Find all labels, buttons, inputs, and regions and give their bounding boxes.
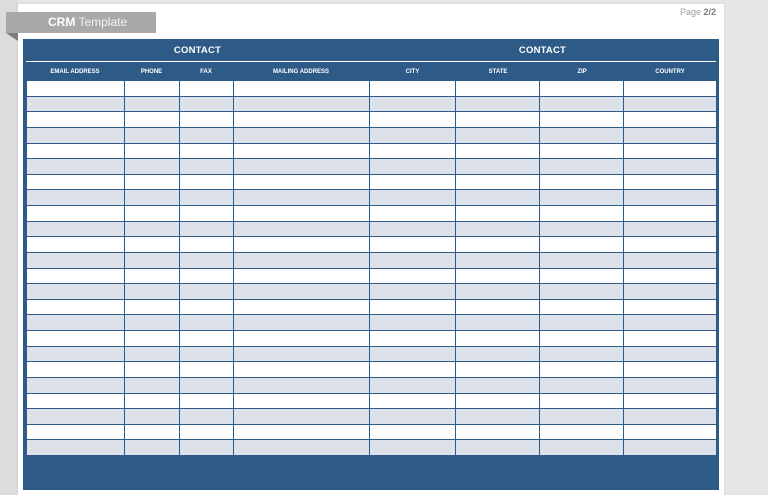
cell-mailing[interactable] xyxy=(234,97,370,113)
cell-mailing[interactable] xyxy=(234,362,370,378)
cell-email[interactable] xyxy=(27,222,125,238)
cell-email[interactable] xyxy=(27,81,125,97)
group-header-row xyxy=(26,39,716,62)
cell-mailing[interactable] xyxy=(234,409,370,425)
cell-state[interactable] xyxy=(456,315,540,331)
document-page xyxy=(18,4,724,495)
cell-country[interactable] xyxy=(624,378,716,394)
cell-country[interactable] xyxy=(624,206,716,222)
table-row xyxy=(27,347,716,363)
cell-country[interactable] xyxy=(624,440,716,456)
cell-city[interactable] xyxy=(370,159,457,175)
cell-phone[interactable] xyxy=(125,175,180,191)
cell-state[interactable] xyxy=(456,425,540,441)
table-row xyxy=(27,331,716,347)
cell-zip[interactable] xyxy=(540,253,624,269)
cell-fax[interactable] xyxy=(180,222,234,238)
cell-phone[interactable] xyxy=(125,378,180,394)
cell-phone[interactable] xyxy=(125,394,180,410)
cell-country[interactable] xyxy=(624,394,716,410)
cell-state[interactable] xyxy=(456,331,540,347)
cell-zip[interactable] xyxy=(540,347,624,363)
cell-zip[interactable] xyxy=(540,315,624,331)
cell-phone[interactable] xyxy=(125,440,180,456)
cell-fax[interactable] xyxy=(180,300,234,316)
template-title-tab xyxy=(6,12,156,33)
cell-state[interactable] xyxy=(456,206,540,222)
cell-zip[interactable] xyxy=(540,440,624,456)
cell-phone[interactable] xyxy=(125,315,180,331)
cell-fax[interactable] xyxy=(180,440,234,456)
table-row xyxy=(27,190,716,206)
cell-fax[interactable] xyxy=(180,97,234,113)
column-header-mailing-address: MAILING ADDRESS xyxy=(272,68,330,75)
cell-city[interactable] xyxy=(370,269,457,285)
cell-state[interactable] xyxy=(456,394,540,410)
cell-phone[interactable] xyxy=(125,269,180,285)
cell-fax[interactable] xyxy=(180,315,234,331)
cell-country[interactable] xyxy=(624,128,716,144)
cell-zip[interactable] xyxy=(540,331,624,347)
cell-country[interactable] xyxy=(624,315,716,331)
table-row xyxy=(27,425,716,441)
table-row xyxy=(27,253,716,269)
cell-country[interactable] xyxy=(624,175,716,191)
cell-phone[interactable] xyxy=(125,144,180,160)
cell-zip[interactable] xyxy=(540,128,624,144)
cell-city[interactable] xyxy=(370,206,457,222)
cell-phone[interactable] xyxy=(125,159,180,175)
cell-zip[interactable] xyxy=(540,206,624,222)
cell-country[interactable] xyxy=(624,159,716,175)
cell-email[interactable] xyxy=(27,409,125,425)
cell-mailing[interactable] xyxy=(234,300,370,316)
cell-fax[interactable] xyxy=(180,144,234,160)
cell-mailing[interactable] xyxy=(234,378,370,394)
cell-email[interactable] xyxy=(27,112,125,128)
cell-city[interactable] xyxy=(370,394,457,410)
cell-state[interactable] xyxy=(456,362,540,378)
cell-country[interactable] xyxy=(624,347,716,363)
cell-phone[interactable] xyxy=(125,206,180,222)
table-row xyxy=(27,222,716,238)
cell-country[interactable] xyxy=(624,253,716,269)
cell-email[interactable] xyxy=(27,144,125,160)
table-row xyxy=(27,237,716,253)
cell-phone[interactable] xyxy=(125,331,180,347)
cell-zip[interactable] xyxy=(540,409,624,425)
cell-phone[interactable] xyxy=(125,409,180,425)
cell-state[interactable] xyxy=(456,97,540,113)
cell-phone[interactable] xyxy=(125,284,180,300)
cell-fax[interactable] xyxy=(180,362,234,378)
cell-country[interactable] xyxy=(624,237,716,253)
cell-city[interactable] xyxy=(370,425,457,441)
cell-country[interactable] xyxy=(624,409,716,425)
cell-state[interactable] xyxy=(456,175,540,191)
cell-zip[interactable] xyxy=(540,425,624,441)
cell-mailing[interactable] xyxy=(234,190,370,206)
cell-city[interactable] xyxy=(370,81,457,97)
column-header-country: COUNTRY xyxy=(655,68,685,75)
table-row xyxy=(27,378,716,394)
cell-phone[interactable] xyxy=(125,112,180,128)
cell-email[interactable] xyxy=(27,253,125,269)
cell-city[interactable] xyxy=(370,362,457,378)
cell-state[interactable] xyxy=(456,284,540,300)
cell-city[interactable] xyxy=(370,144,457,160)
cell-state[interactable] xyxy=(456,300,540,316)
cell-email[interactable] xyxy=(27,425,125,441)
cell-city[interactable] xyxy=(370,409,457,425)
cell-city[interactable] xyxy=(370,97,457,113)
cell-city[interactable] xyxy=(370,175,457,191)
table-row xyxy=(27,315,716,331)
cell-email[interactable] xyxy=(27,331,125,347)
cell-country[interactable] xyxy=(624,81,716,97)
cell-state[interactable] xyxy=(456,269,540,285)
cell-phone[interactable] xyxy=(125,347,180,363)
cell-zip[interactable] xyxy=(540,190,624,206)
cell-email[interactable] xyxy=(27,378,125,394)
cell-email[interactable] xyxy=(27,362,125,378)
column-header-zip: ZIP xyxy=(577,68,587,75)
cell-zip[interactable] xyxy=(540,97,624,113)
cell-mailing[interactable] xyxy=(234,284,370,300)
cell-mailing[interactable] xyxy=(234,159,370,175)
cell-email[interactable] xyxy=(27,128,125,144)
cell-state[interactable] xyxy=(456,159,540,175)
cell-city[interactable] xyxy=(370,253,457,269)
column-header-row xyxy=(26,62,716,81)
cell-mailing[interactable] xyxy=(234,128,370,144)
cell-country[interactable] xyxy=(624,331,716,347)
table-row xyxy=(27,159,716,175)
cell-fax[interactable] xyxy=(180,237,234,253)
cell-phone[interactable] xyxy=(125,222,180,238)
cell-phone[interactable] xyxy=(125,300,180,316)
cell-fax[interactable] xyxy=(180,331,234,347)
cell-fax[interactable] xyxy=(180,378,234,394)
cell-mailing[interactable] xyxy=(234,175,370,191)
cell-zip[interactable] xyxy=(540,378,624,394)
column-header-phone: PHONE xyxy=(140,68,163,75)
cell-city[interactable] xyxy=(370,440,457,456)
cell-country[interactable] xyxy=(624,97,716,113)
cell-city[interactable] xyxy=(370,190,457,206)
cell-state[interactable] xyxy=(456,222,540,238)
cell-city[interactable] xyxy=(370,300,457,316)
cell-zip[interactable] xyxy=(540,159,624,175)
column-header-fax: FAX xyxy=(200,68,212,75)
cell-state[interactable] xyxy=(456,378,540,394)
table-row xyxy=(27,284,716,300)
table-row xyxy=(27,300,716,316)
cell-country[interactable] xyxy=(624,300,716,316)
cell-fax[interactable] xyxy=(180,284,234,300)
group-header-contact-1: CONTACT xyxy=(173,44,222,56)
table-row xyxy=(27,440,716,456)
cell-zip[interactable] xyxy=(540,284,624,300)
template-title-bold: CRM xyxy=(48,15,76,29)
cell-state[interactable] xyxy=(456,440,540,456)
cell-fax[interactable] xyxy=(180,159,234,175)
group-header-contact-2: CONTACT xyxy=(518,44,567,56)
column-header-state: STATE xyxy=(488,68,508,75)
template-title-rest: Template xyxy=(78,15,128,29)
cell-fax[interactable] xyxy=(180,269,234,285)
cell-zip[interactable] xyxy=(540,112,624,128)
table-row xyxy=(27,128,716,144)
cell-mailing[interactable] xyxy=(234,269,370,285)
cell-email[interactable] xyxy=(27,97,125,113)
cell-email[interactable] xyxy=(27,237,125,253)
cell-state[interactable] xyxy=(456,144,540,160)
table-row xyxy=(27,362,716,378)
cell-country[interactable] xyxy=(624,222,716,238)
cell-zip[interactable] xyxy=(540,394,624,410)
cell-fax[interactable] xyxy=(180,81,234,97)
cell-mailing[interactable] xyxy=(234,237,370,253)
cell-fax[interactable] xyxy=(180,206,234,222)
cell-email[interactable] xyxy=(27,159,125,175)
cell-mailing[interactable] xyxy=(234,222,370,238)
cell-state[interactable] xyxy=(456,112,540,128)
cell-email[interactable] xyxy=(27,284,125,300)
cell-zip[interactable] xyxy=(540,269,624,285)
cell-zip[interactable] xyxy=(540,237,624,253)
cell-city[interactable] xyxy=(370,284,457,300)
cell-phone[interactable] xyxy=(125,425,180,441)
cell-city[interactable] xyxy=(370,315,457,331)
column-header-email: EMAIL ADDRESS xyxy=(50,68,100,75)
cell-mailing[interactable] xyxy=(234,347,370,363)
table-row xyxy=(27,97,716,113)
cell-fax[interactable] xyxy=(180,112,234,128)
cell-email[interactable] xyxy=(27,347,125,363)
cell-mailing[interactable] xyxy=(234,206,370,222)
cell-state[interactable] xyxy=(456,81,540,97)
cell-mailing[interactable] xyxy=(234,315,370,331)
table-row xyxy=(27,144,716,160)
cell-state[interactable] xyxy=(456,409,540,425)
cell-fax[interactable] xyxy=(180,409,234,425)
tab-fold-shadow xyxy=(6,33,18,41)
cell-phone[interactable] xyxy=(125,253,180,269)
cell-state[interactable] xyxy=(456,347,540,363)
cell-country[interactable] xyxy=(624,362,716,378)
cell-state[interactable] xyxy=(456,190,540,206)
cell-country[interactable] xyxy=(624,112,716,128)
cell-phone[interactable] xyxy=(125,128,180,144)
cell-fax[interactable] xyxy=(180,425,234,441)
cell-country[interactable] xyxy=(624,144,716,160)
cell-city[interactable] xyxy=(370,222,457,238)
cell-city[interactable] xyxy=(370,112,457,128)
cell-mailing[interactable] xyxy=(234,425,370,441)
cell-country[interactable] xyxy=(624,284,716,300)
page-indicator-value: 2/2 xyxy=(703,7,716,17)
table-row xyxy=(27,269,716,285)
cell-mailing[interactable] xyxy=(234,394,370,410)
cell-state[interactable] xyxy=(456,128,540,144)
cell-city[interactable] xyxy=(370,347,457,363)
left-margin-strip xyxy=(0,0,18,495)
cell-fax[interactable] xyxy=(180,190,234,206)
cell-mailing[interactable] xyxy=(234,440,370,456)
cell-email[interactable] xyxy=(27,300,125,316)
cell-fax[interactable] xyxy=(180,175,234,191)
cell-city[interactable] xyxy=(370,128,457,144)
cell-phone[interactable] xyxy=(125,81,180,97)
cell-country[interactable] xyxy=(624,190,716,206)
cell-mailing[interactable] xyxy=(234,253,370,269)
table-body xyxy=(26,81,716,456)
column-header-city: CITY xyxy=(405,68,420,75)
cell-mailing[interactable] xyxy=(234,144,370,160)
cell-mailing[interactable] xyxy=(234,81,370,97)
cell-zip[interactable] xyxy=(540,144,624,160)
cell-state[interactable] xyxy=(456,253,540,269)
cell-fax[interactable] xyxy=(180,128,234,144)
table-row xyxy=(27,409,716,425)
cell-fax[interactable] xyxy=(180,394,234,410)
cell-phone[interactable] xyxy=(125,190,180,206)
cell-phone[interactable] xyxy=(125,237,180,253)
page-indicator-prefix: Page xyxy=(679,7,701,17)
cell-zip[interactable] xyxy=(540,81,624,97)
cell-email[interactable] xyxy=(27,190,125,206)
page-indicator xyxy=(680,7,716,17)
table-row xyxy=(27,175,716,191)
cell-email[interactable] xyxy=(27,269,125,285)
cell-phone[interactable] xyxy=(125,362,180,378)
cell-city[interactable] xyxy=(370,378,457,394)
cell-zip[interactable] xyxy=(540,300,624,316)
cell-city[interactable] xyxy=(370,237,457,253)
cell-mailing[interactable] xyxy=(234,112,370,128)
table-row xyxy=(27,394,716,410)
cell-email[interactable] xyxy=(27,175,125,191)
cell-phone[interactable] xyxy=(125,97,180,113)
cell-email[interactable] xyxy=(27,394,125,410)
cell-country[interactable] xyxy=(624,425,716,441)
cell-email[interactable] xyxy=(27,206,125,222)
cell-country[interactable] xyxy=(624,269,716,285)
table-row xyxy=(27,206,716,222)
cell-email[interactable] xyxy=(27,315,125,331)
cell-fax[interactable] xyxy=(180,347,234,363)
table-row xyxy=(27,81,716,97)
cell-state[interactable] xyxy=(456,237,540,253)
cell-zip[interactable] xyxy=(540,362,624,378)
cell-fax[interactable] xyxy=(180,253,234,269)
cell-city[interactable] xyxy=(370,331,457,347)
cell-zip[interactable] xyxy=(540,175,624,191)
cell-email[interactable] xyxy=(27,440,125,456)
crm-table xyxy=(23,39,719,490)
cell-mailing[interactable] xyxy=(234,331,370,347)
cell-zip[interactable] xyxy=(540,222,624,238)
table-row xyxy=(27,112,716,128)
